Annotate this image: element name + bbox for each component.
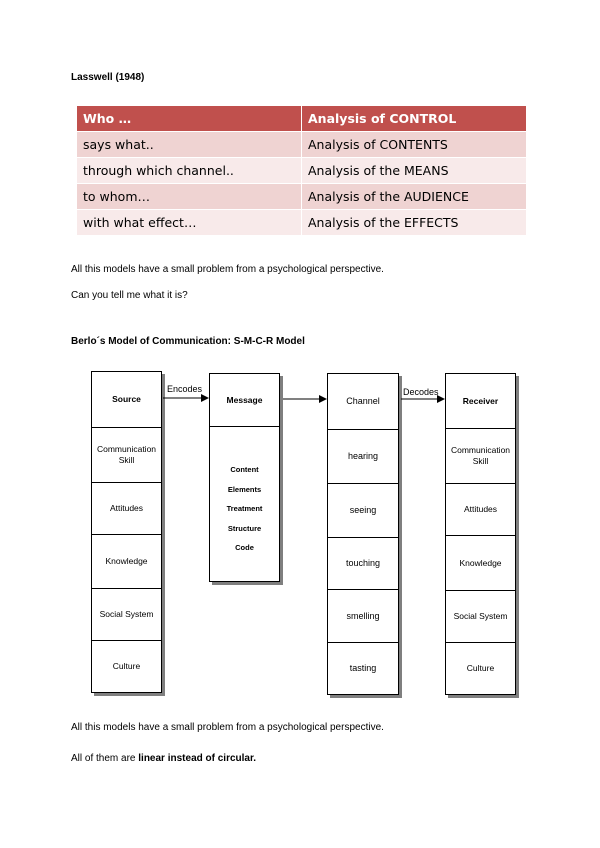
table-cell: with what effect… [77, 210, 302, 236]
message-item: Elements [227, 484, 262, 494]
paragraph-models-problem-2: All this models have a small problem from a psychological perspective. [71, 722, 384, 733]
receiver-item: Culture [446, 642, 515, 694]
receiver-item: Knowledge [446, 535, 515, 590]
channel-item: touching [328, 537, 398, 589]
channel-title: Channel [346, 396, 380, 406]
table-cell: Analysis of CONTROL [302, 106, 527, 132]
table-cell: Analysis of CONTENTS [302, 132, 527, 158]
source-item: Communication Skill [92, 427, 161, 482]
message-item: Treatment [226, 504, 263, 513]
message-item: Code [235, 543, 254, 552]
table-cell: to whom… [77, 184, 302, 210]
channel-item: hearing [328, 429, 398, 483]
table-cell: Analysis of the EFFECTS [302, 210, 527, 236]
table-cell: says what.. [77, 132, 302, 158]
receiver-item: Communication Skill [446, 428, 515, 483]
table-cell: Who … [77, 106, 302, 132]
conclusion-prefix: All of them are [71, 753, 139, 764]
table-cell: Analysis of the MEANS [302, 158, 527, 184]
source-item: Attitudes [92, 482, 161, 534]
message-item: Structure [227, 523, 262, 533]
channel-item: smelling [328, 589, 398, 642]
encodes-label: Encodes [167, 384, 203, 394]
source-item: Social System [92, 588, 161, 640]
channel-item: tasting [328, 642, 398, 694]
conclusion-bold: linear instead of circular. [138, 753, 257, 764]
source-item: Culture [92, 640, 161, 692]
table-cell: through which channel.. [77, 158, 302, 184]
berlo-heading: Berlo´s Model of Communication: S-M-C-R Model [71, 336, 305, 347]
message-item: Content [230, 465, 259, 474]
receiver-title: Receiver [462, 395, 499, 406]
source-title: Source [112, 394, 141, 404]
message-title: Message [226, 394, 263, 405]
receiver-item: Attitudes [446, 483, 515, 535]
channel-item: seeing [328, 483, 398, 537]
paragraph-conclusion [71, 753, 256, 764]
source-item: Knowledge [92, 534, 161, 588]
paragraph-question: Can you tell me what it is? [71, 290, 188, 301]
receiver-item: Social System [446, 590, 515, 642]
paragraph-models-problem: All this models have a small problem from a psychological perspective. [71, 264, 384, 275]
table-cell: Analysis of the AUDIENCE [302, 184, 527, 210]
decodes-label: Decodes [403, 387, 439, 397]
lasswell-heading: Lasswell (1948) [71, 72, 145, 83]
